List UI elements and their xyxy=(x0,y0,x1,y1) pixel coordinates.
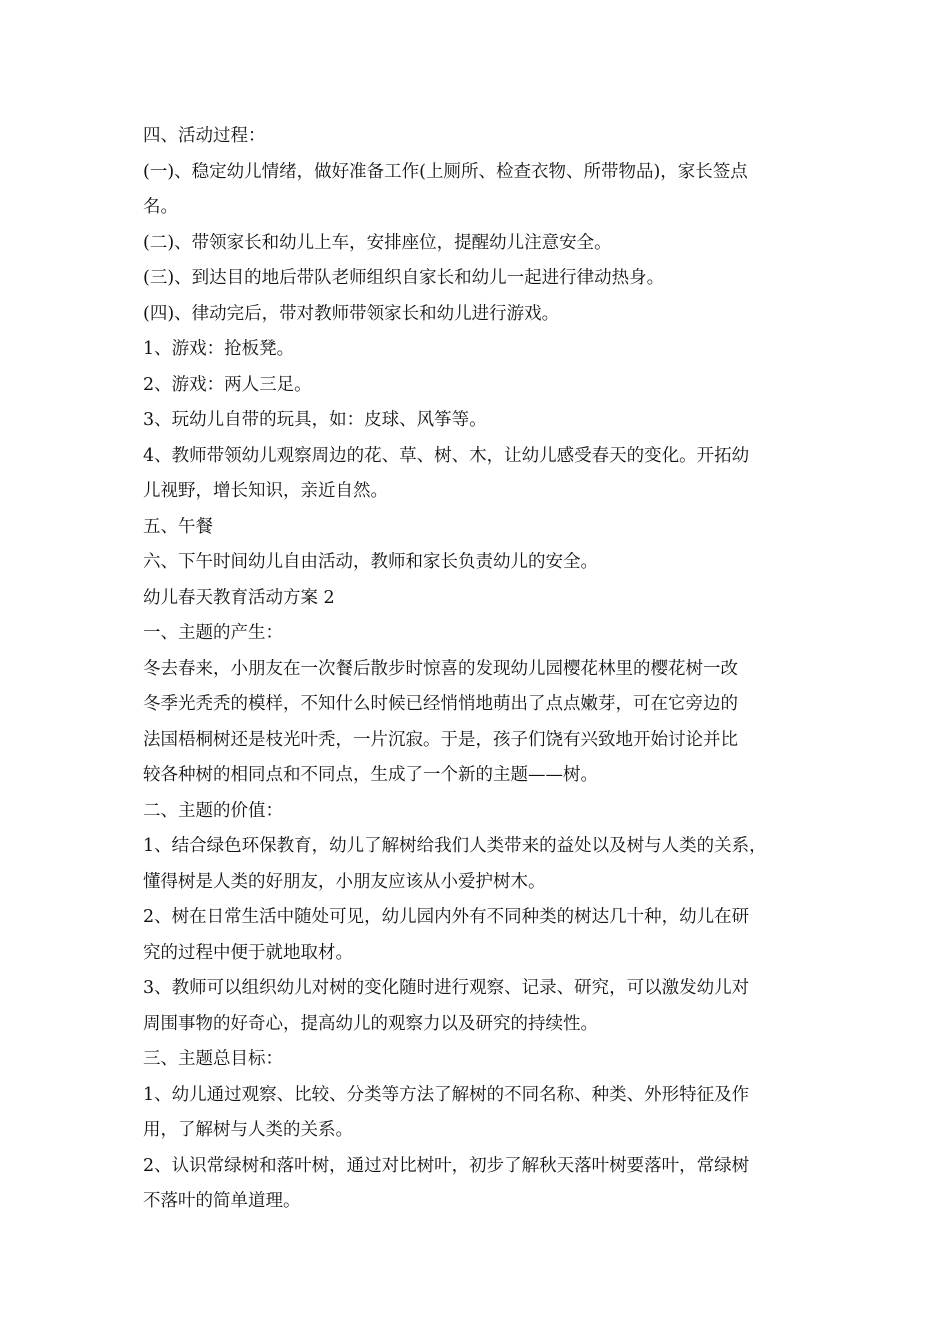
text-line: 冬去春来，小朋友在一次餐后散步时惊喜的发现幼儿园樱花林里的樱花树一改 xyxy=(143,658,738,679)
text-line: 法国梧桐树还是枝光叶秃，一片沉寂。于是，孩子们饶有兴致地开始讨论并比 xyxy=(143,729,738,750)
text-line: 懂得树是人类的好朋友，小朋友应该从小爱护树木。 xyxy=(143,871,546,892)
text-line: 周围事物的好奇心，提高幼儿的观察力以及研究的持续性。 xyxy=(143,1013,598,1034)
text-line: (四)、律动完后，带对教师带领家长和幼儿进行游戏。 xyxy=(143,303,560,324)
text-line: 用，了解树与人类的关系。 xyxy=(143,1120,353,1140)
text-line: 名。 xyxy=(143,197,178,217)
list-item: 3、教师可以组织幼儿对树的变化随时进行观察、记录、研究，可以激发幼儿对 xyxy=(143,978,750,998)
document-body xyxy=(143,119,823,1220)
text-line: (二)、带领家长和幼儿上车，安排座位，提醒幼儿注意安全。 xyxy=(143,232,612,253)
text-line: (一)、稳定幼儿情绪，做好准备工作(上厕所、检查衣物、所带物品)，家长签点 xyxy=(143,161,748,182)
text-line: (三)、到达目的地后带队老师组织自家长和幼儿一起进行律动热身。 xyxy=(143,268,665,288)
list-item: 2、树在日常生活中随处可见，幼儿园内外有不同种类的树达几十种，幼儿在研 xyxy=(143,907,750,927)
section-heading-afternoon: 六、下午时间幼儿自由活动，教师和家长负责幼儿的安全。 xyxy=(143,552,598,572)
list-item: 2、游戏：两人三足。 xyxy=(143,374,312,395)
section-heading-theme-value: 二、主题的价值： xyxy=(143,800,283,821)
list-item: 1、结合绿色环保教育，幼儿了解树给我们人类带来的益处以及树与人类的关系， xyxy=(143,836,767,856)
list-item: 4、教师带领幼儿观察周边的花、草、树、木，让幼儿感受春天的变化。开拓幼 xyxy=(143,445,750,466)
text-line: 不落叶的简单道理。 xyxy=(143,1191,301,1211)
text-line: 究的过程中便于就地取材。 xyxy=(143,942,353,963)
section-heading-theme-origin: 一、主题的产生： xyxy=(143,623,283,643)
text-line: 较各种树的相同点和不同点，生成了一个新的主题——树。 xyxy=(143,765,598,785)
list-item: 3、玩幼儿自带的玩具，如：皮球、风筝等。 xyxy=(143,410,487,430)
text-line: 儿视野，增长知识，亲近自然。 xyxy=(143,481,388,501)
document-title: 幼儿春天教育活动方案 2 xyxy=(143,587,335,608)
text-line: 冬季光秃秃的模样，不知什么时候已经悄悄地萌出了点点嫩芽，可在它旁边的 xyxy=(143,694,738,714)
list-item: 1、幼儿通过观察、比较、分类等方法了解树的不同名称、种类、外形特征及作 xyxy=(143,1084,750,1105)
section-heading-lunch: 五、午餐 xyxy=(143,516,213,537)
section-heading-theme-goals: 三、主题总目标： xyxy=(143,1049,283,1069)
list-item: 1、游戏：抢板凳。 xyxy=(143,339,295,359)
list-item: 2、认识常绿树和落叶树，通过对比树叶，初步了解秋天落叶树要落叶，常绿树 xyxy=(143,1155,750,1176)
section-heading-activity-process: 四、活动过程： xyxy=(143,126,266,146)
